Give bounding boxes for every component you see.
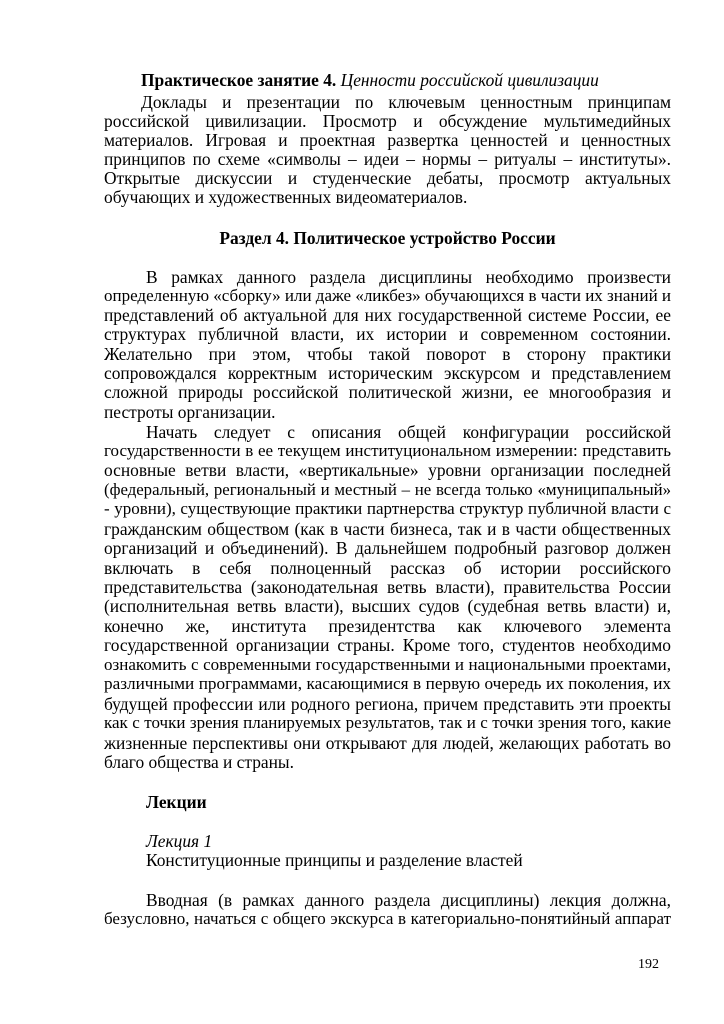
practical-line: материалов. Игровая и проектная развертка ценностей и ценностных xyxy=(104,130,671,150)
paragraph2-line: как с точки зрения планируемых результатов, так и с точки зрения того, какие xyxy=(104,713,671,732)
practical-line: Открытые дискуссии и студенческие дебаты, просмотр актуальных xyxy=(104,168,671,188)
paragraph1-line: пестроты организации. xyxy=(104,402,276,422)
lecture1-label: Лекция 1 xyxy=(146,831,213,851)
paragraph2-line: основные ветви власти, «вертикальные» уровни организации последней xyxy=(104,460,671,480)
paragraph1-line: сложной природы российской политической жизни, ее многообразия и xyxy=(104,382,671,402)
paragraph2-line: благо общества и страны. xyxy=(104,752,294,772)
paragraph1-line: структурах публичной власти, их истории и современном состоянии. xyxy=(104,324,671,344)
paragraph2-line: жизненные перспективы они открывают для людей, желающих работать во xyxy=(104,733,671,753)
page-number: 192 xyxy=(638,957,659,972)
practical-title-bold: Практическое занятие 4. xyxy=(141,70,337,90)
paragraph1-line: сопровождался корректным историческим экскурсом и представлением xyxy=(104,363,671,383)
practical-title-italic: Ценности российской цивилизации xyxy=(340,70,599,90)
paragraph2-line: конечно же, института президентства как ключевого элемента xyxy=(104,616,671,636)
practical-title xyxy=(141,70,671,90)
paragraph2-line: (исполнительная ветвь власти), высших судов (судебная ветвь власти) и, xyxy=(104,596,671,616)
paragraph1-line: Желательно при этом, чтобы такой поворот в сторону практики xyxy=(104,344,671,364)
practical-line: российской цивилизации. Просмотр и обсуждение мультимедийных xyxy=(104,111,671,131)
paragraph2-line: представительства (законодательная ветвь власти), правительства России xyxy=(104,577,671,597)
paragraph1-line: определенную «сборку» или даже «ликбез» обучающихся в части их знаний и xyxy=(104,286,672,305)
paragraph2-line: ознакомить с современными государственными и национальными проектами, xyxy=(104,655,671,674)
lecture-intro-line: Вводная (в рамках данного раздела дисциплины) лекция должна, xyxy=(146,890,671,910)
practical-line: Доклады и презентации по ключевым ценностным принципам xyxy=(141,92,671,112)
practical-line: принципов по схеме «символы – идеи – нормы – ритуалы – институты». xyxy=(104,149,671,169)
paragraph1-line: представлений об актуальной для них государственной системе России, ее xyxy=(104,305,671,325)
lecture-intro-line: безусловно, начаться с общего экскурса в категориально-понятийный аппарат xyxy=(104,909,671,928)
paragraph2-line: Начать следует с описания общей конфигурации российской xyxy=(146,422,671,442)
section-heading: Раздел 4. Политическое устройство России xyxy=(219,228,556,248)
paragraph2-line: (федеральный, региональный и местный – не всегда только «муниципальный» xyxy=(104,480,671,499)
paragraph2-line: включать в себя полноценный рассказ об истории российского xyxy=(104,558,671,578)
paragraph2-line: будущей профессии или родного региона, причем представить эти проекты xyxy=(104,694,671,714)
paragraph2-line: государственности в ее текущем институциональном измерении: представить xyxy=(104,441,671,460)
paragraph1-line: В рамках данного раздела дисциплины необходимо произвести xyxy=(146,267,671,287)
lectures-heading: Лекции xyxy=(146,792,207,812)
paragraph2-line: гражданским обществом (как в части бизнеса, так и в части общественных xyxy=(104,519,671,539)
paragraph2-line: - уровни), существующие практики партнерства структур публичной власти с xyxy=(104,499,671,518)
paragraph2-line: государственной организации страны. Кроме того, студентов необходимо xyxy=(104,635,671,655)
practical-line: обучающих и художественных видеоматериалов. xyxy=(104,187,468,207)
lecture1-title: Конституционные принципы и разделение властей xyxy=(146,850,523,870)
paragraph2-line: организаций и объединений). В дальнейшем подробный разговор должен xyxy=(104,538,671,558)
paragraph2-line: различными программами, касающимися в первую очередь их поколения, их xyxy=(104,674,671,693)
